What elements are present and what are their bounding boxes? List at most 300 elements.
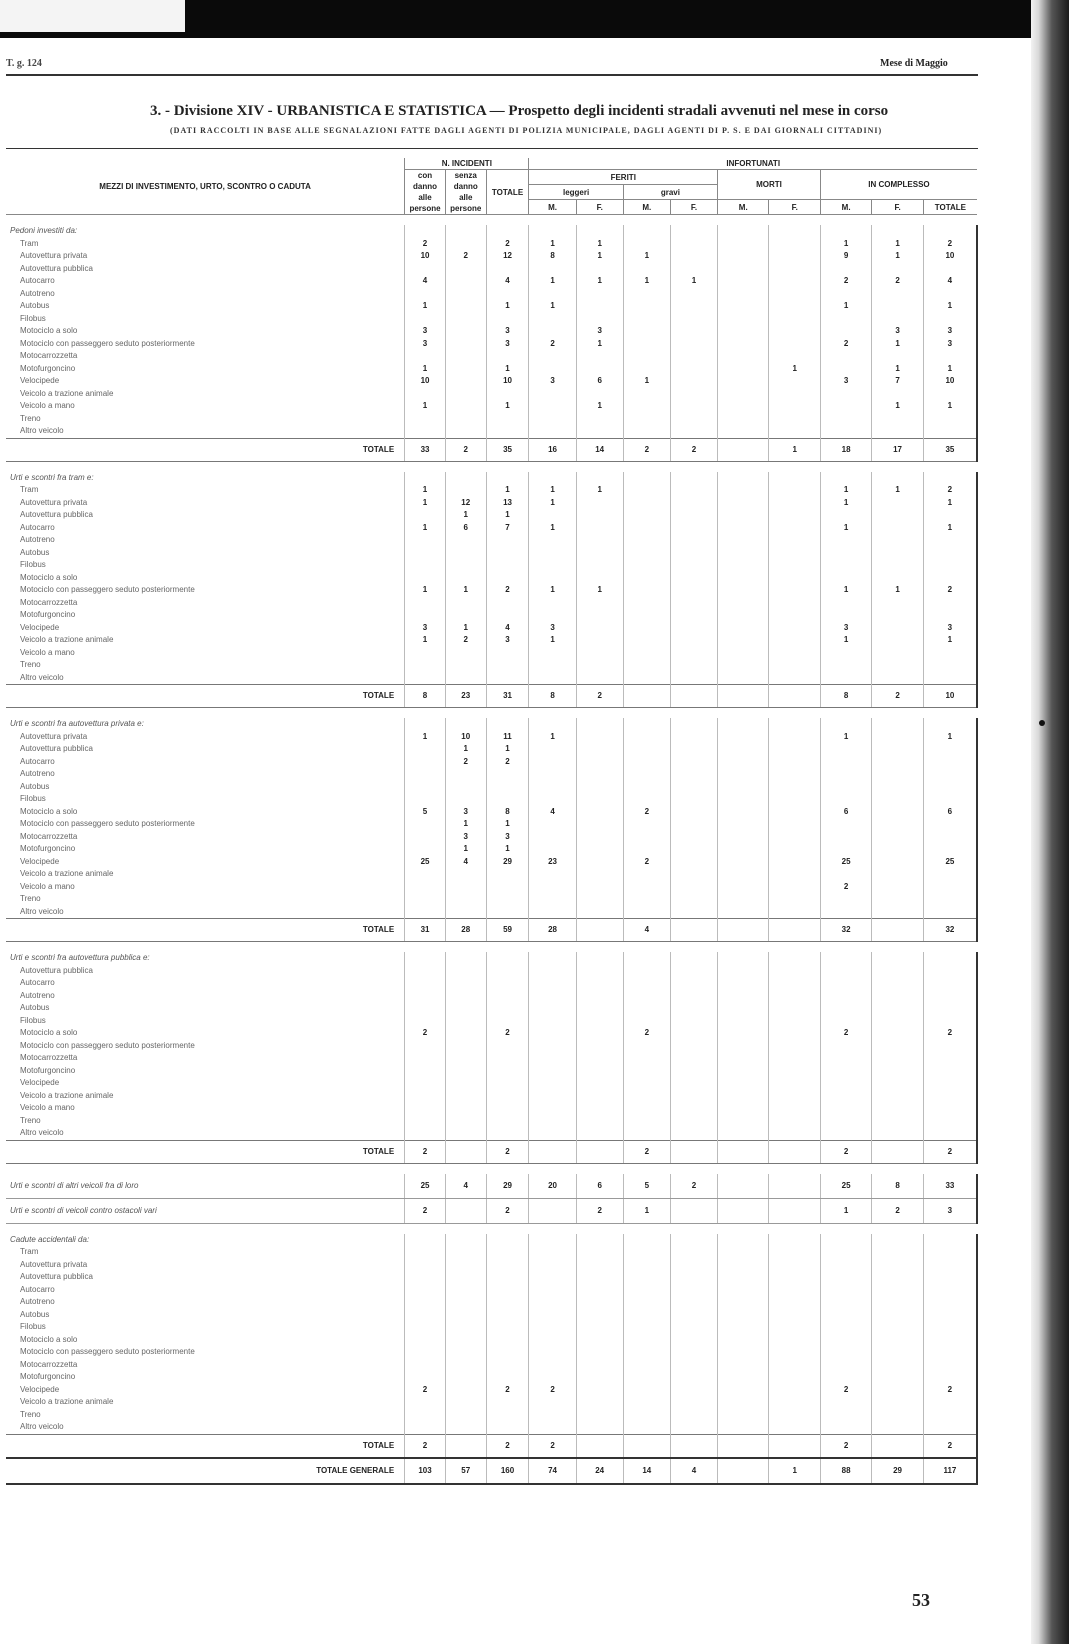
- cell-value: [486, 881, 529, 894]
- cell-value: [576, 522, 623, 535]
- table-row: [6, 1371, 977, 1384]
- cell-value: [623, 990, 670, 1003]
- cell-value: [769, 238, 820, 251]
- cell-value: [923, 597, 977, 610]
- cell-value: [486, 1040, 529, 1053]
- cell-value: [670, 497, 717, 510]
- table-row: [6, 672, 977, 685]
- cell-value: [445, 1140, 486, 1163]
- cell-value: [405, 534, 446, 547]
- cell-value: [445, 1409, 486, 1422]
- cell-value: [623, 597, 670, 610]
- cell-value: [405, 868, 446, 881]
- cell-value: 8: [820, 685, 871, 708]
- cell-value: [670, 263, 717, 276]
- cell-value: [576, 622, 623, 635]
- cell-value: 2: [405, 1434, 446, 1458]
- row-label: Veicolo a trazione animale: [20, 635, 114, 644]
- cell-value: 2: [872, 685, 923, 708]
- cell-value: [529, 388, 576, 401]
- cell-value: [769, 647, 820, 660]
- cell-value: [486, 906, 529, 919]
- cell-value: [405, 1040, 446, 1053]
- cell-value: 29: [486, 1174, 529, 1199]
- cell-value: [670, 1296, 717, 1309]
- cell-value: [576, 313, 623, 326]
- cell-value: [670, 781, 717, 794]
- cell-value: 25: [405, 1174, 446, 1199]
- cell-value: [670, 363, 717, 376]
- cell-value: [529, 756, 576, 769]
- table-row: [6, 263, 977, 276]
- cell-value: 1: [486, 363, 529, 376]
- cell-value: [405, 1271, 446, 1284]
- cell-value: [529, 781, 576, 794]
- cell-value: [529, 1371, 576, 1384]
- cell-value: [576, 1421, 623, 1434]
- light-f-header: F.: [576, 200, 623, 215]
- cell-value: [405, 1052, 446, 1065]
- cell-value: [923, 781, 977, 794]
- cell-value: [405, 1309, 446, 1322]
- cell-value: [718, 1296, 769, 1309]
- cell-value: [576, 731, 623, 744]
- cell-value: [769, 522, 820, 535]
- cell-value: [623, 793, 670, 806]
- cell-value: [486, 1421, 529, 1434]
- row-label: Autovettura privata: [20, 497, 88, 507]
- table-row: [6, 1065, 977, 1078]
- cell-empty: [486, 472, 529, 485]
- cell-value: [576, 990, 623, 1003]
- cell-value: [486, 768, 529, 781]
- cell-value: [718, 238, 769, 251]
- cell-value: [670, 1027, 717, 1040]
- scan-notch: [0, 0, 185, 32]
- month-label: Mese di Maggio: [880, 58, 948, 69]
- cell-value: [623, 1040, 670, 1053]
- cell-value: [529, 572, 576, 585]
- cell-value: 17: [872, 438, 923, 461]
- row-label: Veicolo a mano: [20, 881, 75, 891]
- table-row: [6, 509, 977, 522]
- cell-value: [670, 1396, 717, 1409]
- table-row: [6, 1115, 977, 1128]
- cell-value: 1: [923, 363, 977, 376]
- cell-value: [445, 659, 486, 672]
- cell-value: 2: [486, 584, 529, 597]
- row-label: Urti e scontri di veicoli contro ostacoli vari: [6, 1198, 405, 1223]
- cell-value: [923, 881, 977, 894]
- cell-value: [623, 263, 670, 276]
- cell-value: [670, 977, 717, 990]
- cell-value: [872, 743, 923, 756]
- cell-value: 1: [923, 731, 977, 744]
- cell-value: 2: [820, 1027, 871, 1040]
- table-row: [6, 1015, 977, 1028]
- cell-value: [576, 263, 623, 276]
- cell-value: [445, 597, 486, 610]
- row-label: Autocarro: [20, 756, 55, 766]
- cell-value: [718, 1346, 769, 1359]
- cell-value: [923, 1102, 977, 1115]
- row-label: Motociclo con passeggero seduto posteriormente: [20, 1347, 195, 1356]
- cell-value: [405, 843, 446, 856]
- section-header-row: [6, 952, 977, 965]
- cell-empty: [769, 718, 820, 731]
- cell-value: 25: [923, 856, 977, 869]
- cell-value: 2: [529, 338, 576, 351]
- cell-value: [623, 1259, 670, 1272]
- cell-value: [769, 1309, 820, 1322]
- cell-value: [670, 1090, 717, 1103]
- cell-value: [872, 1115, 923, 1128]
- overall-m-header: M.: [820, 200, 871, 215]
- cell-value: [529, 1346, 576, 1359]
- table-row: [6, 906, 977, 919]
- cell-value: [718, 831, 769, 844]
- cell-value: [718, 250, 769, 263]
- cell-value: [769, 843, 820, 856]
- cell-value: [623, 288, 670, 301]
- cell-value: 8: [872, 1174, 923, 1199]
- cell-empty: [529, 718, 576, 731]
- cell-value: [923, 990, 977, 1003]
- cell-value: [670, 1127, 717, 1140]
- cell-value: [623, 522, 670, 535]
- cell-value: [872, 1040, 923, 1053]
- table-row: [6, 547, 977, 560]
- cell-value: [923, 831, 977, 844]
- table-row: [6, 1127, 977, 1140]
- cell-value: 2: [405, 1027, 446, 1040]
- cell-value: [718, 1371, 769, 1384]
- cell-value: [623, 1434, 670, 1458]
- cell-value: [670, 856, 717, 869]
- cell-value: 1: [623, 1198, 670, 1223]
- cell-value: [769, 1421, 820, 1434]
- cell-value: [529, 659, 576, 672]
- cell-value: 7: [486, 522, 529, 535]
- row-label: Autocarro: [20, 276, 55, 285]
- cell-value: 4: [445, 1174, 486, 1199]
- cell-value: [623, 1015, 670, 1028]
- cell-value: [486, 977, 529, 990]
- incidents-table: [6, 158, 978, 1485]
- cell-value: [576, 413, 623, 426]
- cell-value: 3: [820, 622, 871, 635]
- cell-value: [872, 856, 923, 869]
- cell-empty: [670, 225, 717, 238]
- cell-value: 3: [923, 1198, 977, 1223]
- cell-value: [486, 1259, 529, 1272]
- header-rule: [6, 74, 978, 76]
- cell-value: [923, 1040, 977, 1053]
- cell-value: [769, 597, 820, 610]
- cell-value: [820, 672, 871, 685]
- cell-value: [445, 1027, 486, 1040]
- table-row: [6, 1102, 977, 1115]
- cell-value: [445, 893, 486, 906]
- cell-value: 1: [923, 400, 977, 413]
- row-label: Autocarro: [20, 522, 55, 532]
- cell-value: [623, 1002, 670, 1015]
- cell-value: [769, 375, 820, 388]
- row-label: TOTALE GENERALE: [6, 1458, 405, 1484]
- cell-value: 1: [486, 484, 529, 497]
- cell-value: 1: [923, 300, 977, 313]
- without-damage-header: senza danno alle persone: [445, 170, 486, 215]
- cell-value: [529, 609, 576, 622]
- cell-value: [769, 1052, 820, 1065]
- cell-value: [445, 647, 486, 660]
- cell-value: 1: [576, 400, 623, 413]
- row-label: Velocipede: [20, 622, 60, 632]
- cell-value: 3: [872, 325, 923, 338]
- cell-value: [623, 1384, 670, 1397]
- cell-value: [670, 1434, 717, 1458]
- cell-value: 32: [923, 919, 977, 942]
- cell-value: [405, 990, 446, 1003]
- cell-value: [623, 1077, 670, 1090]
- cell-value: [670, 768, 717, 781]
- cell-empty: [670, 1234, 717, 1247]
- row-gap: [6, 708, 977, 719]
- cell-value: [872, 843, 923, 856]
- cell-value: 4: [923, 275, 977, 288]
- summary-row: [6, 1174, 977, 1199]
- cell-value: [623, 768, 670, 781]
- cell-value: [820, 313, 871, 326]
- cell-value: [405, 768, 446, 781]
- cell-value: 1: [486, 400, 529, 413]
- row-gap: [6, 215, 977, 226]
- cell-value: [486, 793, 529, 806]
- cell-value: [718, 843, 769, 856]
- cell-value: [872, 1409, 923, 1422]
- cell-value: [576, 1027, 623, 1040]
- cell-value: [405, 1015, 446, 1028]
- row-label: Velocipede: [20, 856, 60, 866]
- cell-value: [405, 388, 446, 401]
- cell-value: [718, 584, 769, 597]
- cell-value: [923, 1052, 977, 1065]
- cell-value: [923, 1246, 977, 1259]
- cell-value: [923, 965, 977, 978]
- cell-value: [718, 547, 769, 560]
- cell-value: [872, 893, 923, 906]
- cell-value: [576, 300, 623, 313]
- cell-value: [820, 1115, 871, 1128]
- cell-value: [576, 1077, 623, 1090]
- cell-empty: [872, 1234, 923, 1247]
- cell-value: [623, 868, 670, 881]
- cell-value: [576, 818, 623, 831]
- cell-value: 3: [820, 375, 871, 388]
- cell-value: [405, 1002, 446, 1015]
- cell-value: [718, 1396, 769, 1409]
- cell-value: [576, 388, 623, 401]
- table-row: [6, 1040, 977, 1053]
- cell-value: 32: [820, 919, 871, 942]
- cell-empty: [718, 1234, 769, 1247]
- cell-value: [445, 1296, 486, 1309]
- injured-group-header: INFORTUNATI: [529, 158, 977, 170]
- cell-value: [576, 977, 623, 990]
- cell-value: [769, 990, 820, 1003]
- cell-value: [670, 634, 717, 647]
- cell-value: [405, 1334, 446, 1347]
- cell-value: [445, 1077, 486, 1090]
- cell-value: [769, 350, 820, 363]
- cell-value: [718, 881, 769, 894]
- row-label: Motofurgoncino: [20, 1372, 76, 1381]
- cell-value: [445, 1309, 486, 1322]
- cell-value: 2: [923, 238, 977, 251]
- cell-value: [486, 288, 529, 301]
- row-label: Altro veicolo: [20, 1128, 64, 1137]
- cell-value: 3: [486, 634, 529, 647]
- cell-value: [576, 1384, 623, 1397]
- cell-value: 6: [445, 522, 486, 535]
- cell-value: 1: [405, 584, 446, 597]
- cell-value: [486, 534, 529, 547]
- cell-value: [623, 756, 670, 769]
- cell-value: 2: [445, 438, 486, 461]
- cell-value: [486, 597, 529, 610]
- cell-value: 1: [623, 250, 670, 263]
- gap-cell: [6, 708, 977, 719]
- cell-value: 3: [529, 375, 576, 388]
- cell-empty: [445, 472, 486, 485]
- cell-value: 4: [405, 275, 446, 288]
- cell-value: [623, 584, 670, 597]
- cell-value: [872, 793, 923, 806]
- cell-value: [576, 793, 623, 806]
- cell-value: [923, 1077, 977, 1090]
- cell-value: [718, 509, 769, 522]
- cell-value: [445, 1359, 486, 1372]
- cell-value: [445, 1346, 486, 1359]
- table-row: [6, 1284, 977, 1297]
- cell-value: [670, 965, 717, 978]
- cell-value: [670, 647, 717, 660]
- cell-empty: [405, 718, 446, 731]
- cell-value: [405, 1421, 446, 1434]
- cell-value: [670, 509, 717, 522]
- cell-empty: [529, 1234, 576, 1247]
- cell-value: [405, 1346, 446, 1359]
- cell-value: [670, 659, 717, 672]
- cell-value: 2: [486, 238, 529, 251]
- cell-value: [405, 1259, 446, 1272]
- cell-value: [486, 1296, 529, 1309]
- cell-value: [623, 1102, 670, 1115]
- cell-value: [923, 768, 977, 781]
- cell-value: [529, 547, 576, 560]
- cell-value: 2: [486, 1198, 529, 1223]
- cell-value: [923, 1309, 977, 1322]
- cell-value: [529, 534, 576, 547]
- cell-value: [769, 250, 820, 263]
- cell-value: 4: [445, 856, 486, 869]
- cell-value: [623, 977, 670, 990]
- cell-value: [445, 965, 486, 978]
- cell-value: [623, 622, 670, 635]
- cell-value: [872, 1309, 923, 1322]
- cell-value: [445, 672, 486, 685]
- cell-value: [718, 275, 769, 288]
- cell-value: [405, 1409, 446, 1422]
- cell-value: [405, 647, 446, 660]
- cell-value: [769, 731, 820, 744]
- cell-value: [769, 1127, 820, 1140]
- cell-value: [769, 338, 820, 351]
- cell-value: [769, 1259, 820, 1272]
- cell-value: [445, 1002, 486, 1015]
- cell-value: [623, 534, 670, 547]
- cell-value: [670, 338, 717, 351]
- cell-empty: [486, 1234, 529, 1247]
- page-subtitle: (DATI RACCOLTI IN BASE ALLE SEGNALAZIONI FATTE DAGLI AGENTI DI POLIZIA MUNICIPALE, DAGLI AGENTI DI P. S. E DAI GIORNALI CITTADINI): [170, 126, 883, 135]
- table-row: [6, 793, 977, 806]
- table-row: [6, 1052, 977, 1065]
- row-label: TOTALE: [6, 1140, 405, 1163]
- cell-value: [769, 1396, 820, 1409]
- row-label: Motociclo con passeggero seduto posteriormente: [20, 338, 195, 348]
- cell-value: [670, 1077, 717, 1090]
- cell-value: [923, 388, 977, 401]
- cell-value: [769, 547, 820, 560]
- cell-empty: [923, 1234, 977, 1247]
- cell-value: [872, 1015, 923, 1028]
- cell-value: [718, 438, 769, 461]
- cell-value: 1: [529, 731, 576, 744]
- cell-value: [486, 388, 529, 401]
- cell-value: [820, 350, 871, 363]
- cell-value: [923, 647, 977, 660]
- table-row: [6, 338, 977, 351]
- cell-value: 4: [486, 622, 529, 635]
- section-total-row: [6, 919, 977, 942]
- cell-value: [872, 300, 923, 313]
- cell-value: [529, 743, 576, 756]
- cell-value: [718, 300, 769, 313]
- row-label: Motociclo a solo: [20, 1334, 78, 1344]
- cell-value: [529, 977, 576, 990]
- cell-value: [529, 1140, 576, 1163]
- cell-empty: [718, 472, 769, 485]
- cell-value: [872, 597, 923, 610]
- cell-value: [872, 425, 923, 438]
- dead-f-header: F.: [769, 200, 820, 215]
- cell-value: [923, 1271, 977, 1284]
- table-row: [6, 534, 977, 547]
- cell-value: [769, 288, 820, 301]
- cell-empty: [445, 1234, 486, 1247]
- cell-value: [820, 990, 871, 1003]
- table-row: [6, 1421, 977, 1434]
- cell-empty: [576, 1234, 623, 1247]
- table-row: [6, 250, 977, 263]
- row-label: Autobus: [20, 1309, 50, 1319]
- cell-value: [576, 781, 623, 794]
- row-gap: [6, 461, 977, 472]
- cell-value: [576, 425, 623, 438]
- row-label: Velocipede: [20, 376, 60, 385]
- cell-value: [623, 818, 670, 831]
- cell-value: [445, 1246, 486, 1259]
